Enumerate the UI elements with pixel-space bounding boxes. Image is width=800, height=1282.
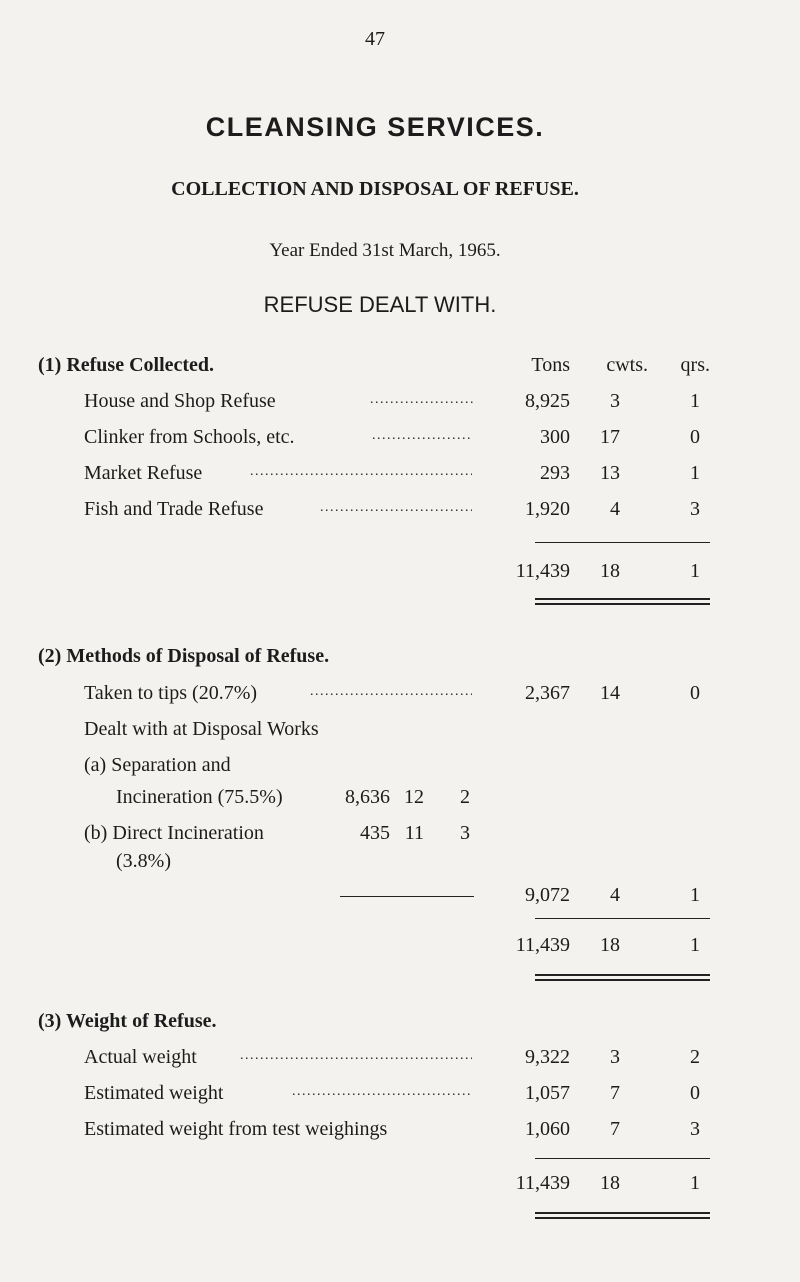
s1-row-qrs: 1 — [690, 462, 700, 484]
s2-sub-a-cwts: 12 — [404, 786, 424, 808]
s2-sub-a-tons: 8,636 — [345, 786, 390, 808]
leader-dots — [372, 426, 472, 444]
s2-sub-b-tons: 435 — [360, 822, 390, 844]
s2-total-tons: 11,439 — [515, 934, 570, 956]
s2-sub-b-label: (b) Direct Incineration — [84, 822, 264, 844]
total-double-rule — [535, 974, 710, 981]
s3-row-cwts: 7 — [610, 1118, 620, 1140]
subtotal-rule — [535, 918, 710, 919]
s1-row-tons: 8,925 — [525, 390, 570, 412]
s3-total-tons: 11,439 — [515, 1172, 570, 1194]
page-number: 47 — [365, 28, 385, 50]
s2-sub-a-label2: Incineration (75.5%) — [116, 786, 283, 808]
s2-tips-label: Taken to tips (20.7%) — [84, 682, 258, 704]
units-qrs: qrs. — [680, 354, 710, 376]
s2-sub-b-qrs: 3 — [460, 822, 470, 844]
s3-row-label: Estimated weight — [84, 1082, 224, 1104]
s3-row-cwts: 7 — [610, 1082, 620, 1104]
period: Year Ended 31st March, 1965. — [269, 240, 501, 261]
page-title: CLEANSING SERVICES. — [205, 112, 545, 142]
s1-row-cwts: 17 — [600, 426, 620, 448]
units-cwts: cwts. — [606, 354, 648, 376]
s1-row-qrs: 0 — [690, 426, 700, 448]
s3-row-tons: 9,322 — [525, 1046, 570, 1068]
s1-total-tons: 11,439 — [515, 560, 570, 582]
s1-row-cwts: 3 — [610, 390, 620, 412]
leader-dots — [370, 390, 475, 408]
s1-row-tons: 300 — [540, 426, 570, 448]
s3-row-tons: 1,057 — [525, 1082, 570, 1104]
s2-tips-tons: 2,367 — [525, 682, 570, 704]
s3-row-label: Estimated weight from test weighings — [84, 1118, 388, 1140]
subtitle: COLLECTION AND DISPOSAL OF REFUSE. — [171, 178, 579, 200]
total-double-rule — [535, 1212, 710, 1219]
s2-total-qrs: 1 — [690, 934, 700, 956]
s1-row-cwts: 4 — [610, 498, 620, 520]
s1-total-cwts: 18 — [600, 560, 620, 582]
s3-row-qrs: 3 — [690, 1118, 700, 1140]
section2-title: (2) Methods of Disposal of Refuse. — [38, 645, 330, 667]
s1-row-qrs: 1 — [690, 390, 700, 412]
s1-row-cwts: 13 — [600, 462, 620, 484]
s2-sub-a-label: (a) Separation and — [84, 754, 231, 776]
s2-works-tons: 9,072 — [525, 884, 570, 906]
s3-total-cwts: 18 — [600, 1172, 620, 1194]
s2-sub-b-cwts: 11 — [404, 822, 424, 844]
leader-dots — [320, 498, 472, 516]
subtotal-rule — [340, 896, 474, 897]
subtotal-rule — [535, 542, 710, 543]
s1-row-label: Clinker from Schools, etc. — [84, 426, 295, 448]
units-tons: Tons — [531, 354, 570, 376]
s2-works-qrs: 1 — [690, 884, 700, 906]
section-heading: REFUSE DEALT WITH. — [263, 292, 497, 317]
s2-works-label: Dealt with at Disposal Works — [84, 718, 319, 740]
s3-row-qrs: 2 — [690, 1046, 700, 1068]
s1-row-tons: 293 — [540, 462, 570, 484]
total-double-rule — [535, 598, 710, 605]
s2-total-cwts: 18 — [600, 934, 620, 956]
s1-row-tons: 1,920 — [525, 498, 570, 520]
s1-row-label: Fish and Trade Refuse — [84, 498, 264, 520]
s1-row-label: Market Refuse — [84, 462, 203, 484]
section1-title: (1) Refuse Collected. — [38, 354, 215, 376]
leader-dots — [310, 682, 472, 700]
s2-works-cwts: 4 — [610, 884, 620, 906]
s2-sub-b-label2: (3.8%) — [116, 850, 171, 872]
s3-total-qrs: 1 — [690, 1172, 700, 1194]
subtotal-rule — [535, 1158, 710, 1159]
s1-row-qrs: 3 — [690, 498, 700, 520]
leader-dots — [292, 1082, 472, 1100]
s2-tips-cwts: 14 — [600, 682, 620, 704]
s3-row-tons: 1,060 — [525, 1118, 570, 1140]
leader-dots — [250, 462, 472, 480]
section3-title: (3) Weight of Refuse. — [38, 1010, 217, 1032]
s3-row-qrs: 0 — [690, 1082, 700, 1104]
s1-total-qrs: 1 — [690, 560, 700, 582]
s1-row-label: House and Shop Refuse — [84, 390, 276, 412]
s2-sub-a-qrs: 2 — [460, 786, 470, 808]
s3-row-label: Actual weight — [84, 1046, 197, 1068]
s2-tips-qrs: 0 — [690, 682, 700, 704]
leader-dots — [240, 1046, 472, 1064]
s3-row-cwts: 3 — [610, 1046, 620, 1068]
